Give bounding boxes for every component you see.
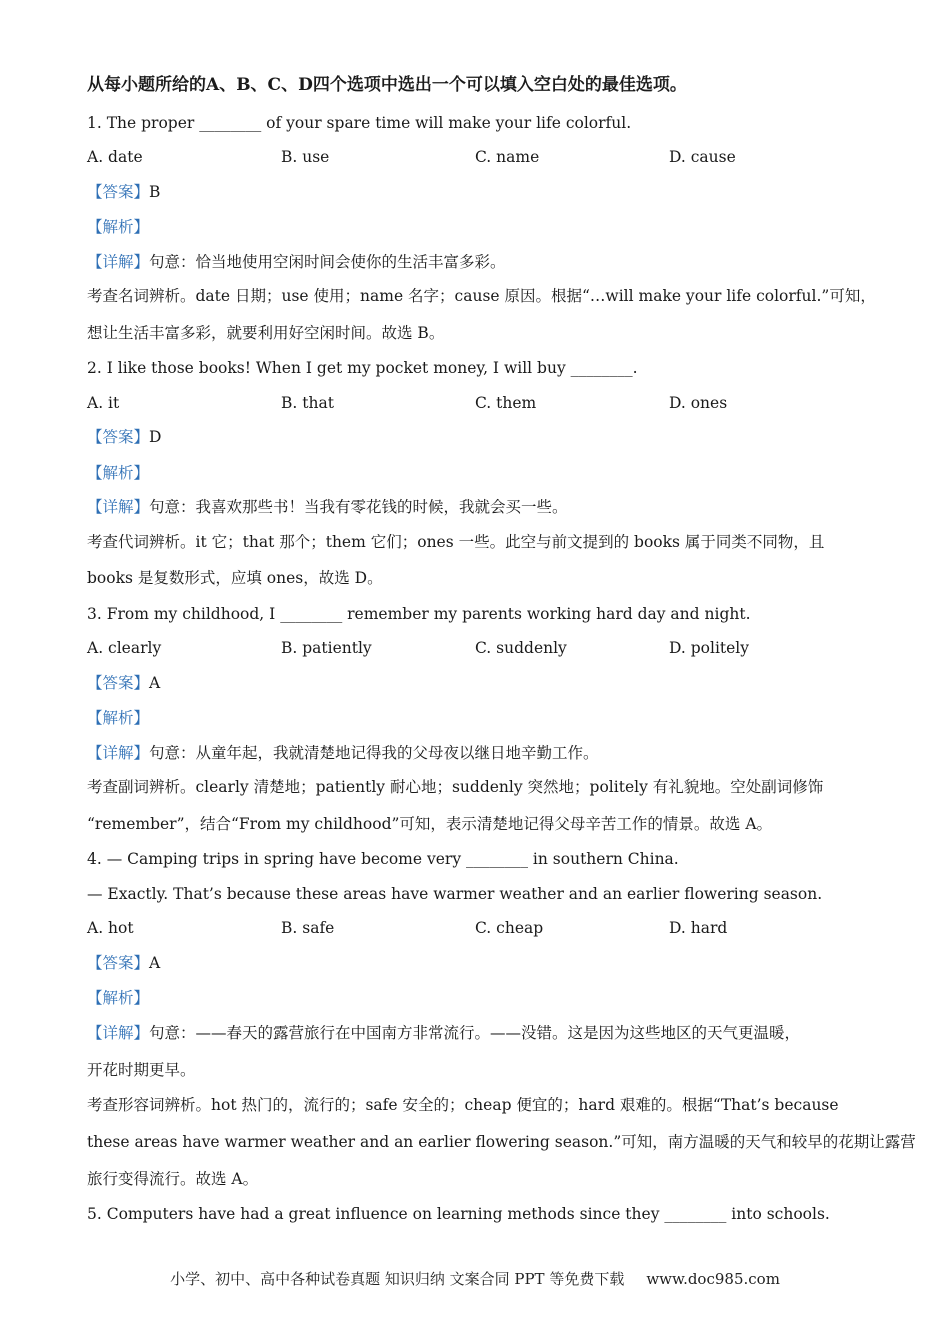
answer-tag: 【答案】 [87, 954, 150, 972]
answer-tag: 【答案】 [87, 674, 150, 692]
question-5-stem: 5. Computers have had a great influence on learning methods since they ________ into schools. [87, 1205, 830, 1223]
explanation-line: books 是复数形式，应填 ones，故选 D。 [87, 569, 383, 587]
footer-text: 小学、初中、高中各种试卷真题 知识归纳 文案合同 PPT 等免费下载 [170, 1270, 625, 1288]
question-4-stem: 4. — Camping trips in spring have become very ________ in southern China. [87, 850, 679, 868]
detail-tag: 【详解】 [87, 498, 150, 516]
detail-line [87, 1022, 800, 1044]
answer-value: B [149, 183, 161, 201]
analysis-tag: 【解析】 [87, 464, 150, 482]
answer-line [87, 426, 161, 448]
option-d: D. cause [669, 148, 736, 166]
answer-tag: 【答案】 [87, 428, 150, 446]
detail-text: 句意：我喜欢那些书！当我有零花钱的时候，我就会买一些。 [149, 498, 568, 516]
option-c: C. them [475, 394, 537, 412]
answer-tag: 【答案】 [87, 183, 150, 201]
option-d: D. ones [669, 394, 728, 412]
detail-tag: 【详解】 [87, 253, 150, 271]
explanation-line: “remember”，结合“From my childhood”可知，表示清楚地记得父母辛苦工作的情景。故选 A。 [87, 815, 773, 833]
detail-text: 句意：恰当地使用空闲时间会使你的生活丰富多彩。 [149, 253, 506, 271]
option-a: A. clearly [87, 639, 162, 657]
answer-value: D [149, 428, 162, 446]
answer-line [87, 952, 160, 974]
question-1-stem: 1. The proper ________ of your spare time will make your life colorful. [87, 114, 632, 132]
explanation-line: 考查副词辨析。clearly 清楚地；patiently 耐心地；suddenly 突然地；politely 有礼貌地。空处副词修饰 [87, 778, 824, 796]
option-d: D. hard [669, 919, 728, 937]
detail-text: 句意：从童年起，我就清楚地记得我的父母夜以继日地辛勤工作。 [149, 744, 599, 762]
analysis-tag: 【解析】 [87, 709, 150, 727]
detail-text: 句意：——春天的露营旅行在中国南方非常流行。——没错。这是因为这些地区的天气更温暖， [149, 1024, 801, 1042]
answer-value: A [149, 954, 161, 972]
detail-line [87, 251, 506, 273]
option-b: B. patiently [281, 639, 372, 657]
explanation-line: these areas have warmer weather and an earlier flowering season.”可知，南方温暖的天气和较早的花期让露营 [87, 1133, 916, 1151]
section-heading: 从每小题所给的A、B、C、D四个选项中选出一个可以填入空白处的最佳选项。 [87, 75, 687, 95]
answer-line [87, 672, 160, 694]
option-b: B. safe [281, 919, 335, 937]
option-c: C. suddenly [475, 639, 567, 657]
option-b: B. that [281, 394, 334, 412]
page-footer [0, 1268, 950, 1289]
explanation-line: 考查名词辨析。date 日期；use 使用；name 名字；cause 原因。根据“…will make your life colorful.”可知， [87, 287, 876, 305]
option-d: D. politely [669, 639, 750, 657]
question-2-stem: 2. I like those books! When I get my pocket money, I will buy ________. [87, 359, 638, 377]
option-a: A. hot [87, 919, 134, 937]
option-a: A. date [87, 148, 143, 166]
option-c: C. cheap [475, 919, 544, 937]
detail-continuation: 开花时期更早。 [87, 1061, 196, 1079]
question-4-stem-reply: — Exactly. That’s because these areas have warmer weather and an earlier flowering season. [87, 885, 823, 903]
answer-value: A [149, 674, 161, 692]
explanation-line: 考查代词辨析。it 它；that 那个；them 它们；ones 一些。此空与前文提到的 books 属于同类不同物，且 [87, 533, 825, 551]
option-c: C. name [475, 148, 540, 166]
detail-line [87, 496, 568, 518]
explanation-line: 考查形容词辨析。hot 热门的，流行的；safe 安全的；cheap 便宜的；hard 艰难的。根据“That’s because [87, 1096, 839, 1114]
detail-tag: 【详解】 [87, 744, 150, 762]
explanation-line: 旅行变得流行。故选 A。 [87, 1170, 259, 1188]
option-a: A. it [87, 394, 120, 412]
explanation-line: 想让生活丰富多彩，就要利用好空闲时间。故选 B。 [87, 324, 445, 342]
detail-line [87, 742, 599, 764]
detail-tag: 【详解】 [87, 1024, 150, 1042]
question-3-stem: 3. From my childhood, I ________ remember my parents working hard day and night. [87, 605, 751, 623]
footer-url[interactable]: www.doc985.com [646, 1270, 780, 1288]
answer-line [87, 181, 160, 203]
analysis-tag: 【解析】 [87, 218, 150, 236]
analysis-tag: 【解析】 [87, 989, 150, 1007]
option-b: B. use [281, 148, 330, 166]
